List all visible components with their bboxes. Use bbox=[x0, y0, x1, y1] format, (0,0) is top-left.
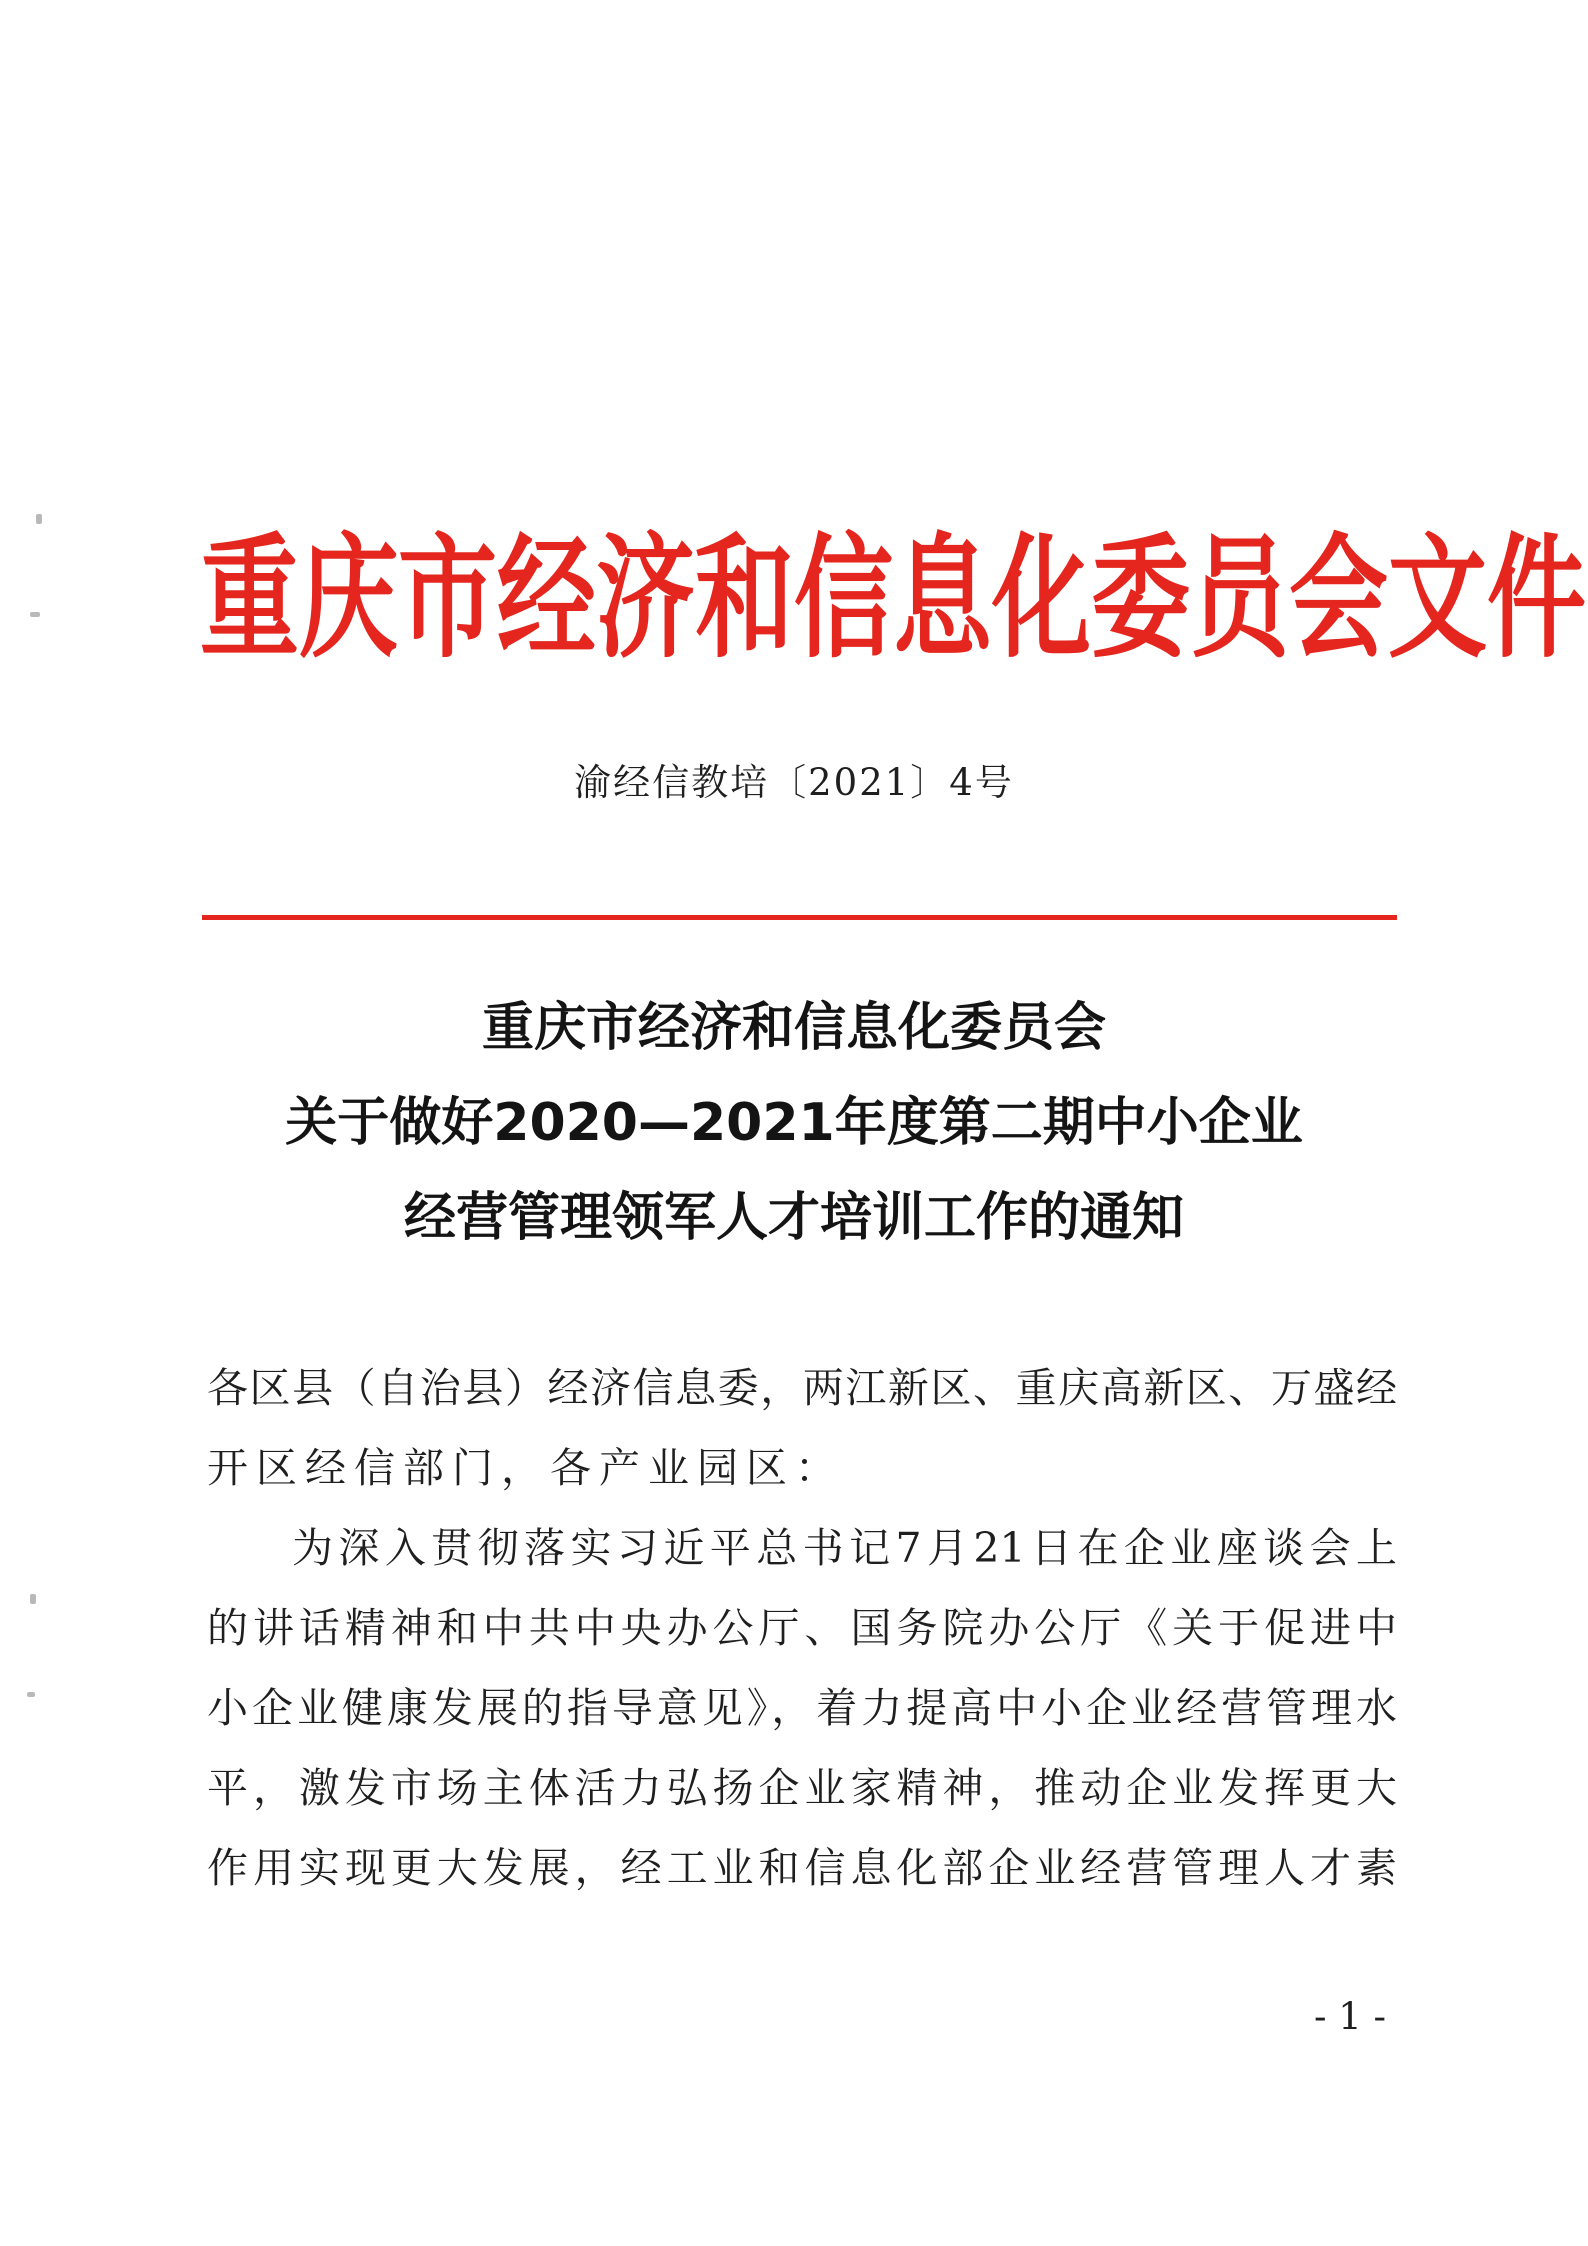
addressee-line: 各区县（自治县）经济信息委，两江新区、重庆高新区、万盛经 bbox=[207, 1364, 1397, 1412]
scan-mark bbox=[30, 612, 40, 617]
body-text-line: 作用实现更大发展，经工业和信息化部企业经营管理人才素 bbox=[207, 1844, 1397, 1892]
body-text-line: 的讲话精神和中共中央办公厅、国务院办公厅《关于促进中 bbox=[207, 1604, 1397, 1652]
red-divider bbox=[202, 915, 1397, 920]
body-text-line: 为深入贯彻落实习近平总书记7月21日在企业座谈会上 bbox=[292, 1524, 1397, 1572]
scan-mark bbox=[30, 1594, 36, 1604]
page-number: - 1 - bbox=[1313, 1995, 1387, 2038]
document-title-line: 关于做好2020—2021年度第二期中小企业 bbox=[285, 1093, 1303, 1153]
scan-mark bbox=[27, 1692, 35, 1697]
document-title-line: 重庆市经济和信息化委员会 bbox=[481, 998, 1106, 1058]
document-title-line: 经营管理领军人才培训工作的通知 bbox=[403, 1188, 1184, 1248]
addressee-line: 开区经信部门，各产业园区： bbox=[207, 1444, 844, 1492]
body-text-line: 平，激发市场主体活力弘扬企业家精神，推动企业发挥更大 bbox=[207, 1764, 1397, 1812]
scan-mark bbox=[36, 514, 42, 524]
body-text-line: 小企业健康发展的指导意见》，着力提高中小企业经营管理水 bbox=[207, 1684, 1397, 1732]
document-masthead: 重庆市经济和信息化委员会文件 bbox=[200, 521, 1586, 677]
document-number: 渝经信教培〔2021〕4号 bbox=[574, 761, 1014, 804]
